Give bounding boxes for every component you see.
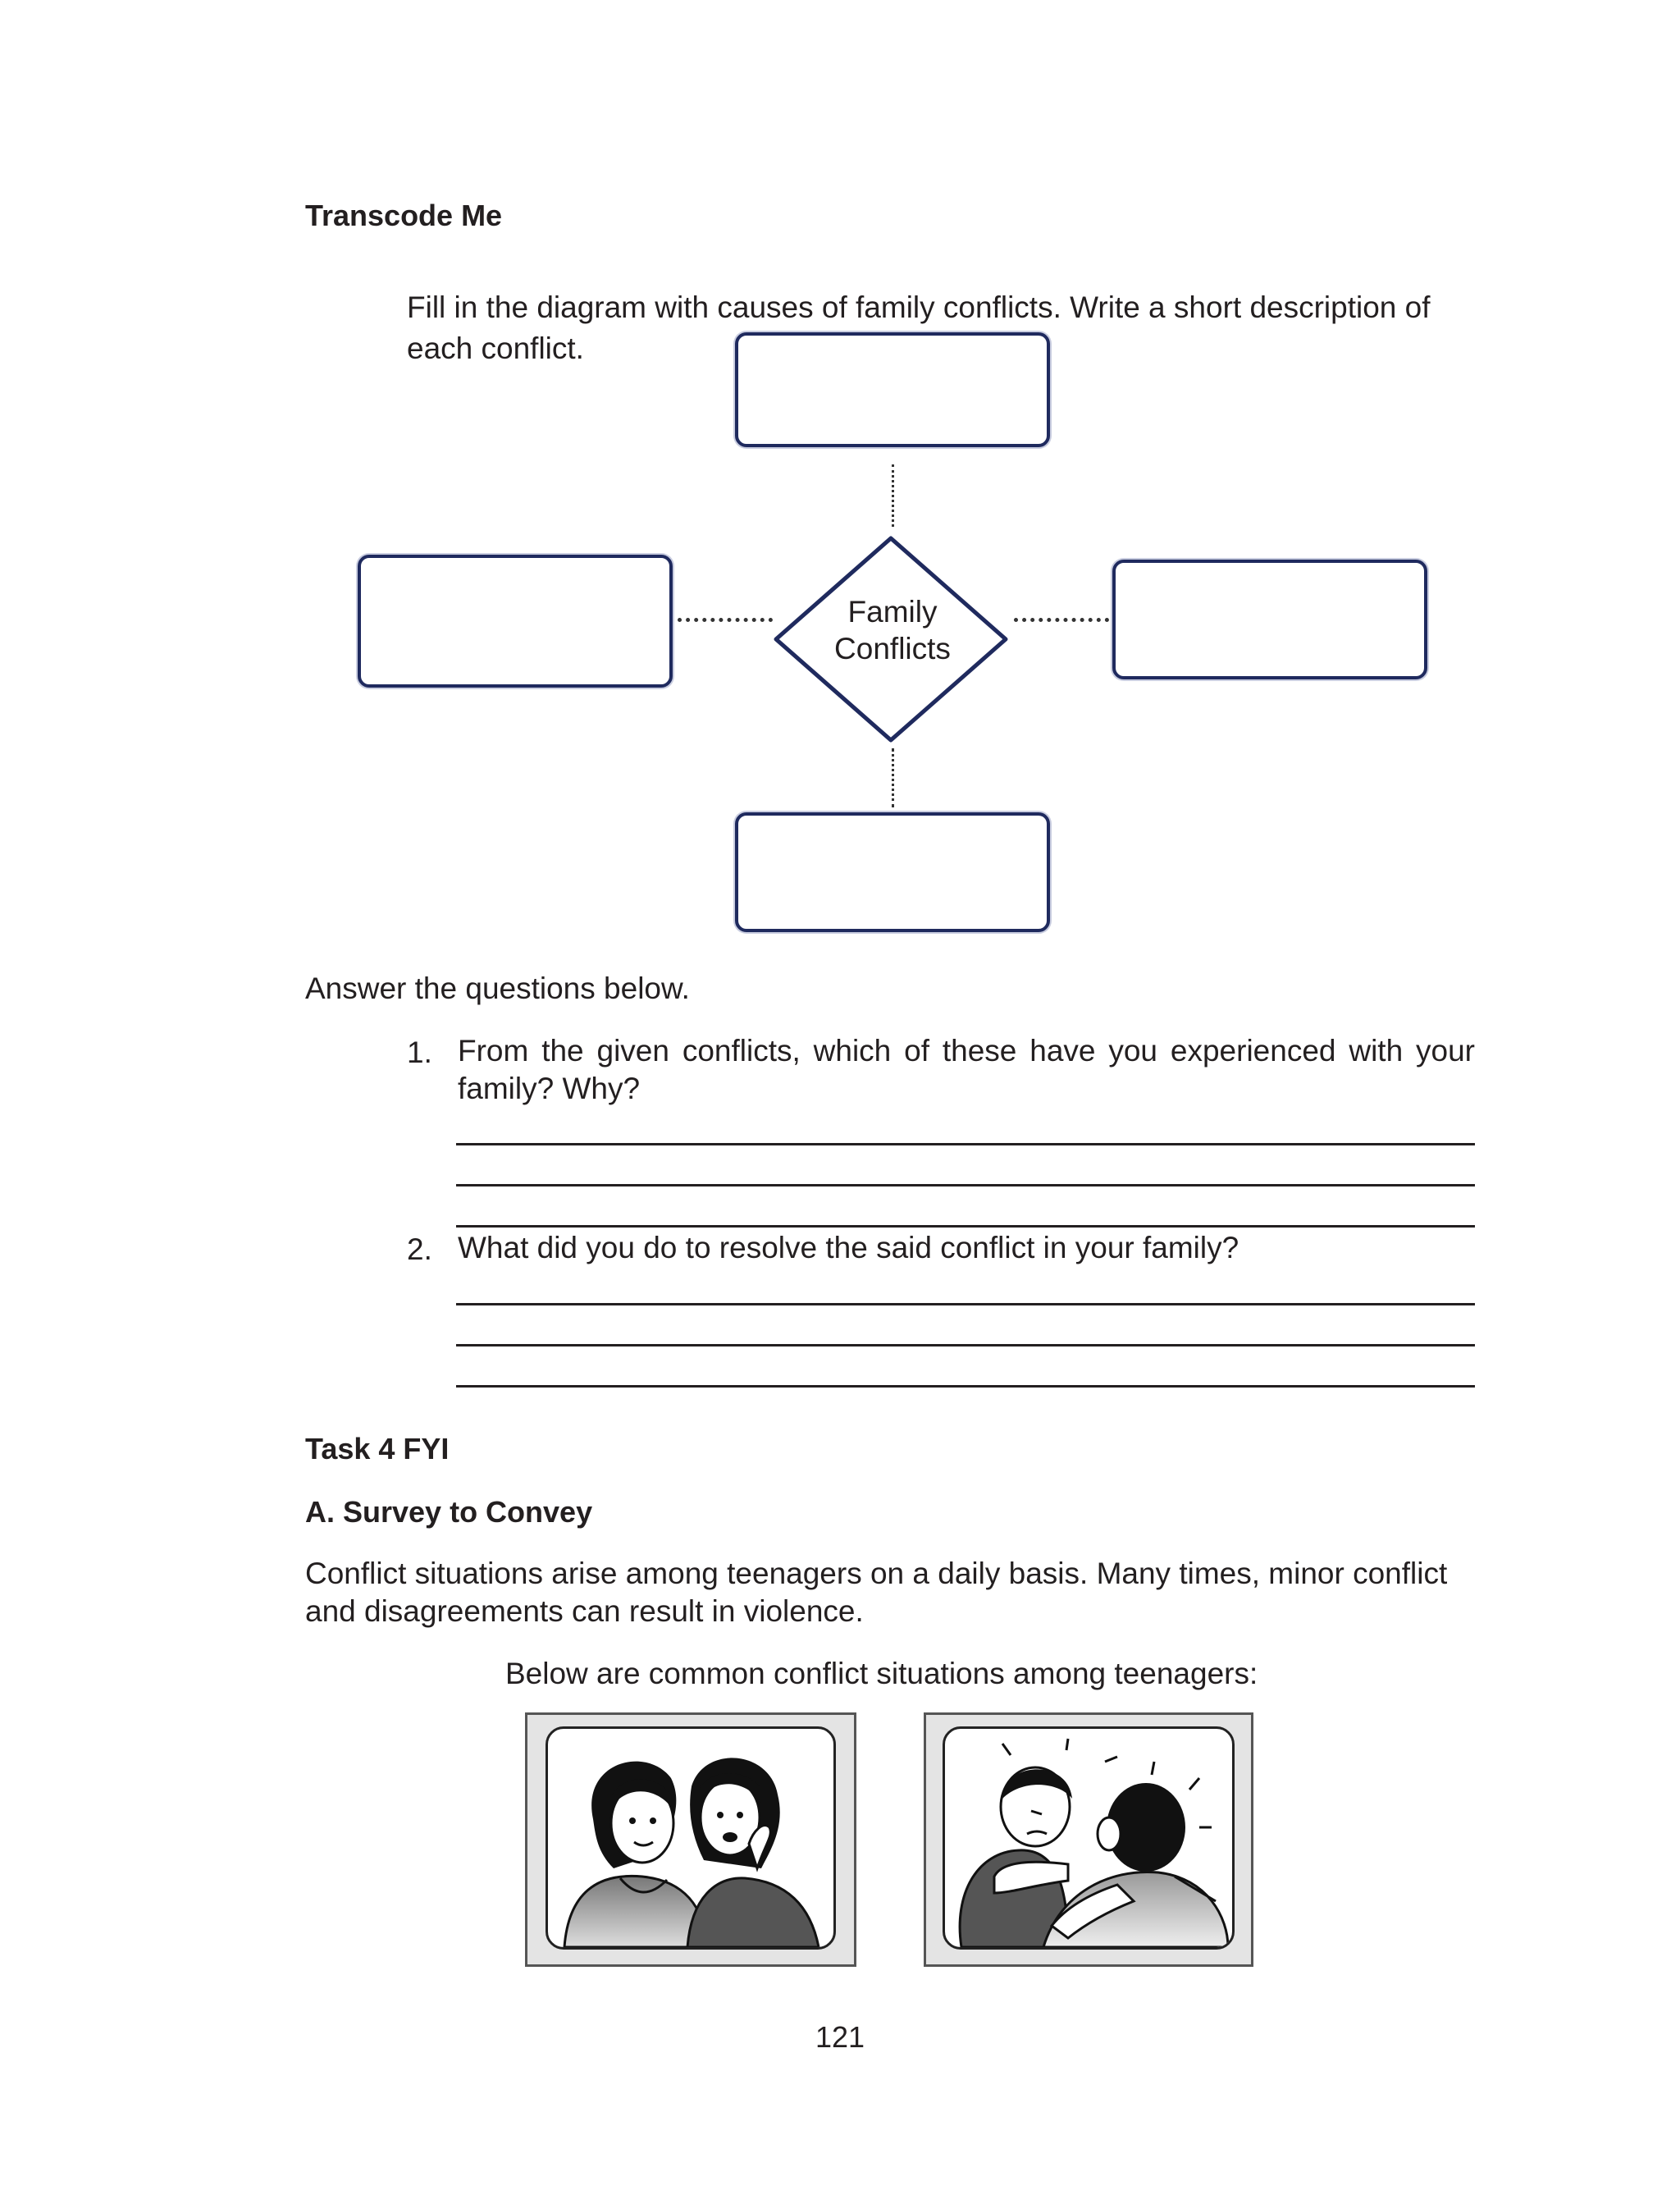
question-1-number: 1. [407,1036,432,1069]
paragraph-line-2: and disagreements can result in violence. [305,1594,864,1628]
connector-left [678,618,773,622]
top-cause-box[interactable] [735,332,1050,447]
illustration-whispering-frame [525,1712,856,1967]
answer-line-1a[interactable] [456,1143,1475,1145]
question-2-line-1: What did you do to resolve the said conflict in your family? [458,1231,1239,1264]
answer-line-2a[interactable] [456,1303,1475,1305]
question-2-number: 2. [407,1232,432,1266]
connector-top [892,464,894,527]
paragraph-line-1: Conflict situations arise among teenagers on a daily basis. Many times, minor conflict [305,1557,1448,1590]
answer-prompt: Answer the questions below. [305,972,690,1005]
answer-line-1c[interactable] [456,1225,1475,1228]
instruction-line-1: Fill in the diagram with causes of family conflicts. Write a short description of [407,290,1431,324]
subsection-title: A. Survey to Convey [305,1495,593,1529]
illustration-whispering [546,1726,836,1950]
bottom-cause-box[interactable] [735,812,1050,932]
answer-line-1b[interactable] [456,1184,1475,1186]
illustration-fighting [943,1726,1235,1950]
question-1-line-1: From the given conflicts, which of these have you experienced with your [458,1034,1475,1068]
section-title: Transcode Me [305,199,503,232]
right-cause-box[interactable] [1112,560,1427,679]
center-label-line-2: Conflicts [834,632,951,665]
intro-line: Below are common conflict situations among teenagers: [505,1657,1258,1690]
left-cause-box[interactable] [358,555,673,688]
connector-bottom [892,748,894,807]
page-number: 121 [815,2020,865,2054]
instruction-line-2: each conflict. [407,331,584,365]
illustration-fighting-frame [924,1712,1253,1967]
answer-line-2b[interactable] [456,1344,1475,1346]
task-title: Task 4 FYI [305,1432,450,1465]
center-label-line-1: Family [847,595,938,629]
connector-right [1014,618,1109,622]
question-1-line-2: family? Why? [458,1072,641,1105]
answer-line-2c[interactable] [456,1385,1475,1388]
